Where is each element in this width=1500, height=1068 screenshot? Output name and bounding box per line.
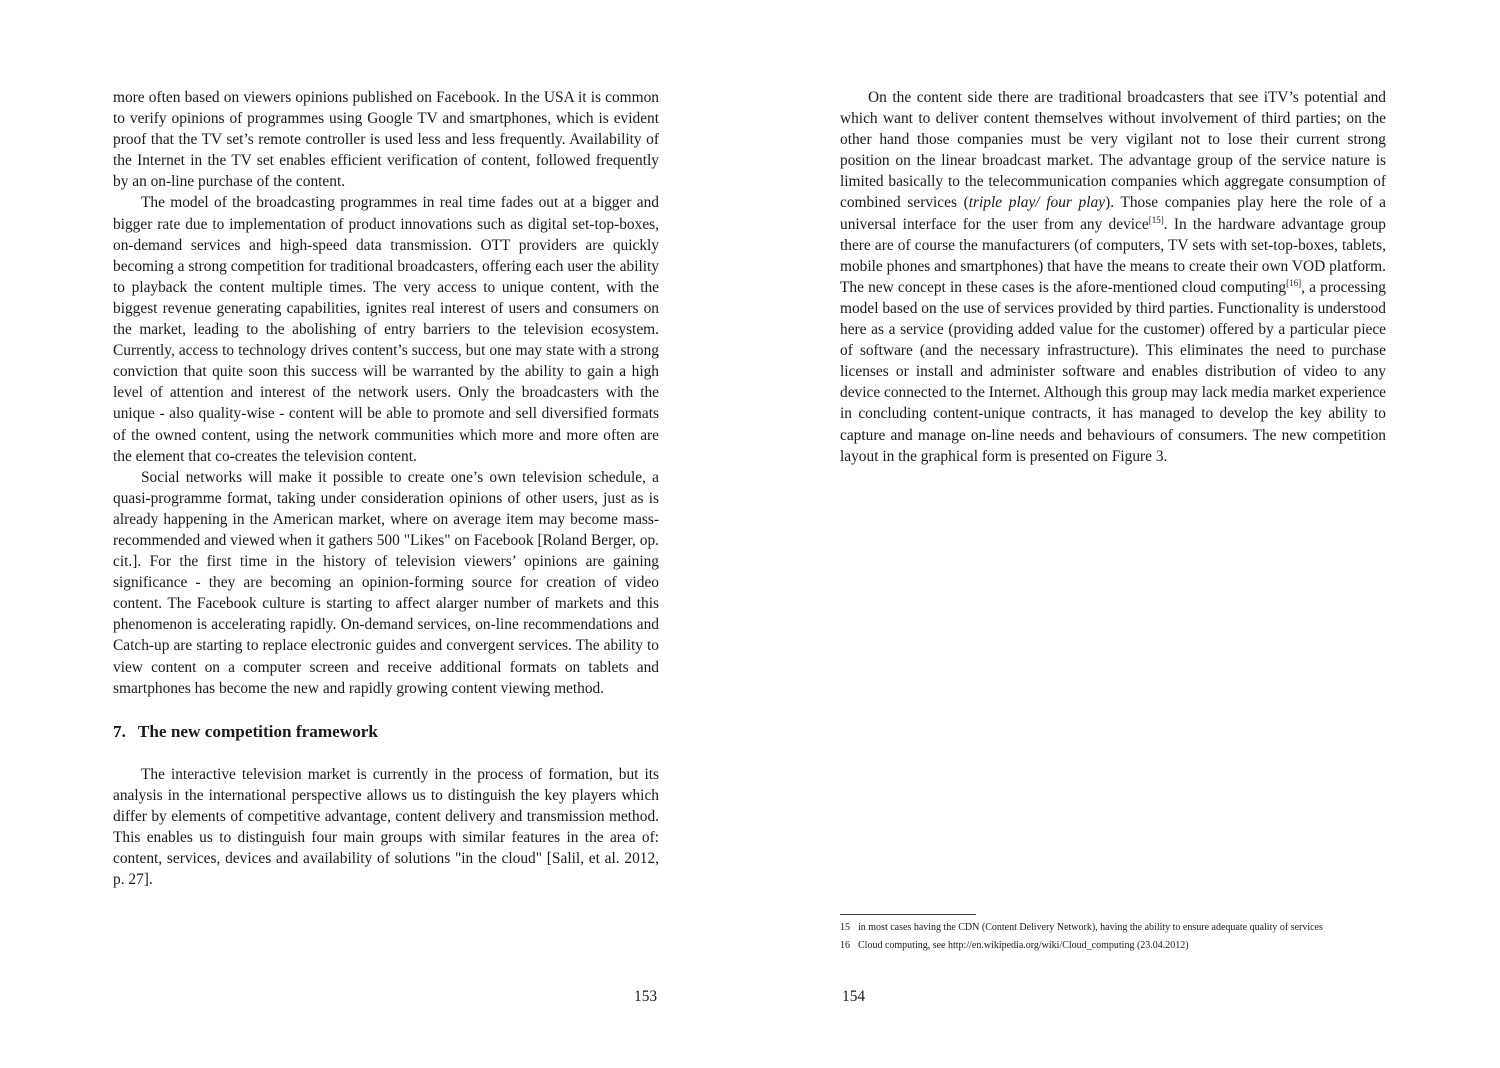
footnote-ref-16: [16]: [1286, 277, 1302, 288]
text-run: ). Those companies play here the role of a universal interface for the user from any device: [840, 194, 1386, 233]
italic-term: triple play/ four play: [968, 194, 1106, 212]
footnote-16: [840, 937, 1400, 955]
footnote-number: 15: [840, 922, 850, 933]
text-run: . In the hardware advantage group there are of course the manufacturers (of computers, TV sets with set-top-boxes, tablets, mobile phones and smartphones) that have the means to create their own VOD platform. The new concept in these cases is the afore-mentioned cloud computing: [840, 215, 1387, 296]
paragraph: Social networks will make it possible to create one’s own television schedule, a quasi-programme format, taking under consideration opinions of other users, just as is already happening in the American market, where on average item may become mass-recommended and viewed when it gathers 500 "Likes" on Facebook [Roland Berger, op. cit.]. For the first time in the history of television viewers’ opinions are gaining significance - they are becoming an opinion-forming source for creation of video content. The Facebook culture is starting to affect alarger number of markets and this phenomenon is accelerating rapidly. On-demand services, on-line recommendations and Catch-up are starting to replace electronic guides and convergent services. The ability to view content on a computer screen and receive additional formats on tablets and smartphones has become the new and rapidly growing content viewing method.: [113, 468, 659, 697]
section-title: The new competition framework: [137, 721, 378, 741]
paragraph: more often based on viewers opinions published on Facebook. In the USA it is common to verify opinions of programmes using Google TV and smartphones, which is evident proof that the TV set’s remote controller is used less and less frequently. Availability of the Internet in the TV set enables efficient verification of content, followed frequently by an on-line purchase of the content.: [113, 89, 659, 191]
page-number: 154: [842, 988, 866, 1005]
footnote-number: 16: [840, 940, 850, 951]
footnote-text: in most cases having the CDN (Content Delivery Network), having the ability to ensure adequate quality of services: [858, 922, 1323, 933]
section-heading: [113, 721, 659, 743]
text-run: On the content side there are traditional broadcasters that see iTV’s potential and which want to deliver content themselves without involvement of third parties; on the other hand those companies must be very vigilant not to lose their current strong position on the linear broadcast market. The advantage group of the service nature is limited basically to the telecommunication companies which aggregate consumption of combined services (: [840, 89, 1386, 212]
left-text-column: [113, 87, 659, 890]
paragraph: The interactive television market is currently in the process of formation, but its analysis in the international perspective allows us to distinguish the key players which differ by elements of competitive advantage, content delivery and transmission method. This enables us to distinguish four main groups with similar features in the area of: content, services, devices and availability of solutions "in the cloud" [Salil, et al. 2012, p. 27].: [113, 765, 659, 889]
footnote-text: Cloud computing, see http://en.wikipedia.org/wiki/Cloud_computing (23.04.2012): [858, 940, 1189, 951]
text-run: , a processing model based on the use of services provided by third parties. Functionality is understood here as a service (providing added value for the customer) offered by a particular piece of software (and the necessary infrastructure). This eliminates the need to purchase licenses or install and administer software and enables distribution of video to any device connected to the Internet. Although this group may lack media market experience in concluding content-unique contracts, it has managed to develop the key ability to capture and manage on-line needs and behaviours of consumers. The new competition layout in the graphical form is presented on Figure 3.: [840, 278, 1386, 465]
footnote-15: [840, 919, 1400, 937]
section-number: 7.: [113, 721, 126, 741]
right-text-column: [840, 87, 1386, 467]
right-page: [750, 0, 1500, 1068]
footnote-ref-15: [15]: [1148, 214, 1164, 225]
paragraph: [840, 87, 1386, 467]
page-number: 153: [634, 988, 658, 1005]
footnote-rule: [840, 914, 976, 915]
footnotes: [840, 914, 1400, 955]
paragraph: The model of the broadcasting programmes in real time fades out at a bigger and bigger rate due to implementation of product innovations such as digital set-top-boxes, on-demand services and high-speed data transmission. OTT providers are quickly becoming a strong competition for traditional broadcasters, offering each user the ability to playback the content multiple times. The very access to unique content, with the biggest revenue generating capabilities, ignites real interest of users and consumers on the market, leading to the abolishing of entry barriers to the television ecosystem. Currently, access to technology drives content’s success, but one may state with a strong conviction that quite soon this success will be warranted by the ability to gain a high level of attention and interest of the network users. Only the broadcasters with the unique - also quality-wise - content will be able to promote and sell diversified formats of the owned content, using the network communities which more and more often are the element that co-creates the television content.: [113, 194, 659, 465]
